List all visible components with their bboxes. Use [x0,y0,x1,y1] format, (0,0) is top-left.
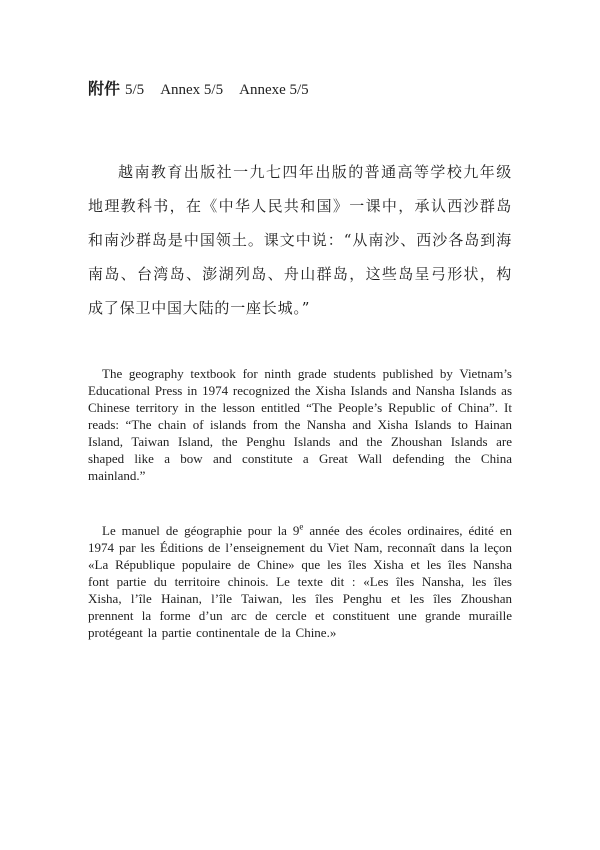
french-text-before-superscript: Le manuel de géographie pour la 9 [102,523,300,538]
annex-number-chinese: 5/5 [125,82,145,98]
ordinal-superscript: e [299,521,304,532]
french-text-after-superscript: année des écoles ordinaires, édité en 1974 par les Éditions de l’enseignement du Viet Nam, reconnaît dans la leçon «La République populaire de Chine» que les îles Xisha et les îles Nansha font partie du territoire chinois. Le texte dit : «Les îles Nansha, les îles Xisha, l’île Hainan, l’île Taiwan, les îles Penghu et les îles Zhoushan prennent la forme d’un arc de cercle et constituent une grande muraille protégeant la partie continentale de la Chine.» [88,523,512,640]
paragraph-chinese: 越南教育出版社一九七四年出版的普通高等学校九年级地理教科书，在《中华人民共和国》一课中，承认西沙群岛和南沙群岛是中国领土。课文中说：“从南沙、西沙各岛到海南岛、台湾岛、澎湖列岛、舟山群岛，这些岛呈弓形状，构成了保卫中国大陆的一座长城。” [88,163,512,317]
annex-label-french: Annexe 5/5 [239,82,309,98]
paragraph-french [88,522,512,641]
paragraph-english: The geography textbook for ninth grade students published by Vietnam’s Educational Press in 1974 recognized the Xisha Islands and Nansha Islands as Chinese territory in the lesson entitled “The People’s Republic of China”. It reads: “The chain of islands from the Nansha and Xisha Islands to Hainan Island, Taiwan Island, the Penghu Islands and the Zhoushan Islands are shaped like a bow and constitute a Great Wall defending the China mainland.” [88,366,512,483]
annex-label-chinese: 附件 [88,79,121,98]
annex-header [88,0,512,99]
annex-label-english: Annex 5/5 [160,82,224,98]
